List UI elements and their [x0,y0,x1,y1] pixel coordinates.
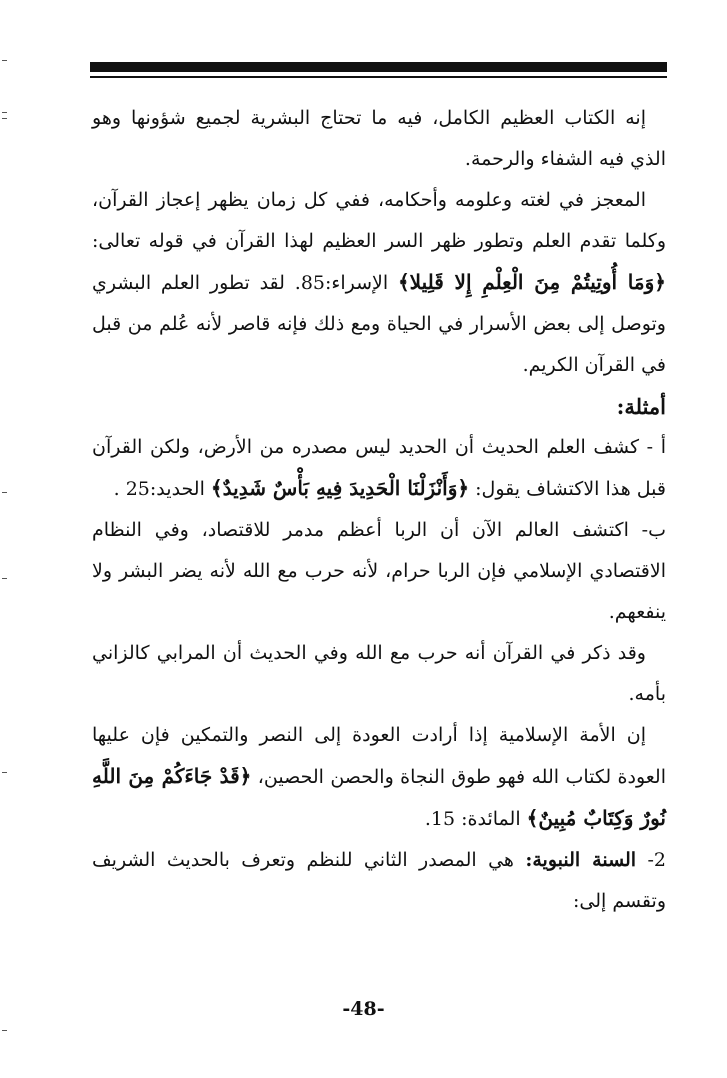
miracle-line-2: وكلما تقدم العلم وتطور ظهر السر العظيم لهذا القرآن في قوله تعالى: [92,230,666,252]
margin-mark [2,1030,7,1031]
example-riba: ب- اكتشف العالم الآن أن الربا أعظم مدمر للاقتصاد، وفي النظام الاقتصادي الإسلامي فإن الربا حرام، لأنه حرب مع الله لأنه يضر البشر ولا ينفعهم. [92,519,666,623]
verse-ref-hadid: الحديد:25 . [113,478,205,500]
paragraph-return-to-book [92,715,666,840]
paragraph-quran-intro: إنه الكتاب العظيم الكامل، فيه ما تحتاج البشرية لجميع شؤونها وهو الذي فيه الشفاء والرحمة. [92,107,666,170]
sunnah-number: 2- [647,849,666,871]
quran-verse-maidah: ﴿قَدْ جَاءَكُمْ مِنَ اللَّهِ نُورٌ وَكِتَابٌ مُبِينٌ﴾ [92,764,666,830]
margin-mark [2,118,7,119]
verse-ref-isra: الإسراء:85. [294,272,389,294]
examples-heading: أمثلة: [616,394,666,419]
miracle-rest: لقد تطور العلم البشري وتوصل إلى بعض الأسرار في الحياة ومع ذلك فإنه قاصر لأنه عُلم من قبل في القرآن الكريم. [92,272,666,376]
verse-ref-maidah: المائدة: 15. [424,808,521,830]
sunnah-text: هي المصدر الثاني للنظم وتعرف بالحديث الشريف وتقسم إلى: [92,849,666,912]
margin-mark [2,60,7,61]
margin-mark [2,112,7,113]
miracle-line-1: المعجز في لغته وعلومه وأحكامه، ففي كل زمان يظهر إعجاز القرآن، [92,189,646,211]
quran-verse-isra: ﴿وَمَا أُوتِيتُمْ مِنَ الْعِلْمِ إِلا قَلِيلا﴾ [397,270,666,294]
example-iron [92,427,666,510]
margin-mark [2,772,7,773]
page-number: -48- [342,998,385,1020]
paragraph-sunnah [92,840,666,922]
sunnah-term: السنة النبوية: [525,849,637,871]
quran-verse-hadid: ﴿وَأَنْزَلْنَا الْحَدِيدَ فِيهِ بَأْسٌ شَدِيدٌ﴾ [210,476,470,500]
example-iron-text: أ - كشف العلم الحديث أن الحديد ليس مصدره من الأرض، ولكن القرآن قبل هذا الاكتشاف يقول: [92,436,666,500]
header-rule-thin [90,76,667,78]
page-body [92,98,666,922]
margin-mark [2,492,7,493]
paragraph-miracle [92,180,666,386]
return-text: إن الأمة الإسلامية إذا أرادت العودة إلى النصر والتمكين فإن عليها العودة لكتاب الله فهو طوق النجاة والحصن الحصين، [92,724,666,788]
header-rule-thick [90,62,667,72]
example-riba-note: وقد ذكر في القرآن أنه حرب مع الله وفي الحديث أن المرابي كالزاني بأمه. [92,642,666,705]
margin-mark [2,578,7,579]
